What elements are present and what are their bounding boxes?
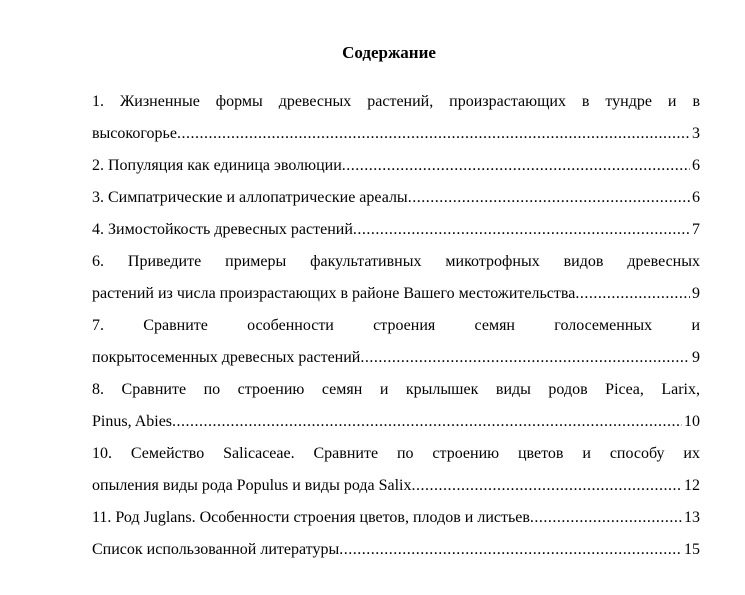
- page-title: Содержание: [342, 43, 436, 62]
- toc-entry-7-line1: 7. Сравните особенности строения семян голосеменных и: [92, 317, 700, 334]
- leader-dots: [177, 121, 690, 147]
- toc-entry-text: растений из числа произрастающих в районе Вашего местожительства: [92, 285, 576, 302]
- toc-entry-8-line1: 8. Сравните по строению семян и крылышек виды родов Picea, Larix,: [92, 381, 700, 398]
- toc-entry-text: 4. Зимостойкость древесных растений: [92, 221, 353, 238]
- toc-entry-7[interactable]: [92, 345, 700, 377]
- leader-dots: [530, 505, 682, 531]
- toc-entry-3[interactable]: [92, 185, 700, 217]
- toc-entry-2[interactable]: [92, 153, 700, 185]
- toc-page-number: 7: [692, 221, 700, 238]
- toc-page-number: 3: [692, 125, 700, 142]
- toc-entry-text: 2. Популяция как единица эволюции: [92, 157, 342, 174]
- toc-entry-6-line1: 6. Приведите примеры факультативных микотрофных видов древесных: [92, 253, 700, 270]
- toc-entry-8[interactable]: [92, 409, 700, 441]
- toc-entry-text: 11. Род Juglans. Особенности строения цветов, плодов и листьев: [92, 509, 530, 526]
- leader-dots: [360, 345, 690, 371]
- leader-dots: [172, 409, 682, 435]
- toc-entry-references[interactable]: [92, 537, 700, 569]
- toc-entry-text: 3. Симпатрические и аллопатрические ареалы: [92, 189, 408, 206]
- toc-entry-text: Список использованной литературы: [92, 541, 340, 558]
- leader-dots: [575, 281, 690, 307]
- toc-page-number: 6: [692, 157, 700, 174]
- toc-entry-4[interactable]: [92, 217, 700, 249]
- leader-dots: [408, 185, 690, 211]
- table-of-contents: [92, 89, 700, 569]
- leader-dots: [411, 473, 682, 499]
- toc-page-number: 6: [692, 189, 700, 206]
- toc-entry-1[interactable]: [92, 121, 700, 153]
- toc-page-number: 9: [692, 285, 700, 302]
- toc-entry-10[interactable]: [92, 473, 700, 505]
- leader-dots: [353, 217, 690, 243]
- toc-entry-1-line1: 1. Жизненные формы древесных растений, произрастающих в тундре и в: [92, 93, 700, 110]
- toc-page-number: 15: [684, 541, 700, 558]
- toc-entry-text: покрытосеменных древесных растений: [92, 349, 361, 366]
- toc-page-number: 9: [692, 349, 700, 366]
- toc-page-number: 13: [684, 509, 700, 526]
- toc-page-number: 10: [684, 413, 700, 430]
- toc-entry-text: опыления виды рода Populus и виды рода Salix: [92, 477, 412, 494]
- toc-entry-text: Pinus, Abies: [92, 413, 173, 430]
- toc-entry-text: высокогорье: [92, 125, 177, 142]
- toc-entry-11[interactable]: [92, 505, 700, 537]
- leader-dots: [339, 537, 682, 563]
- leader-dots: [342, 153, 690, 179]
- toc-page-number: 12: [684, 477, 700, 494]
- toc-entry-6[interactable]: [92, 281, 700, 313]
- toc-entry-10-line1: 10. Семейство Salicaceae. Сравните по строению цветов и способу их: [92, 445, 700, 462]
